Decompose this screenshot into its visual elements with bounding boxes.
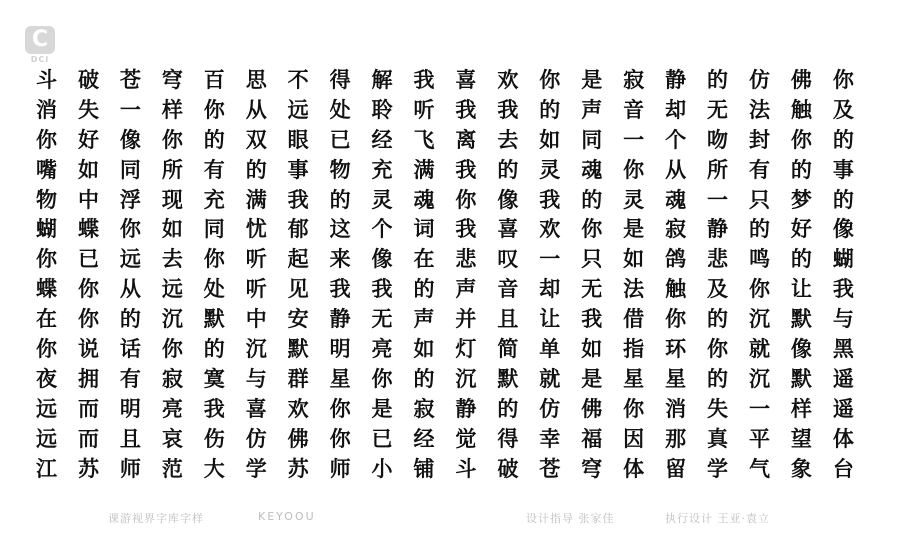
glyph-cell: 梦 [790,187,812,212]
glyph-cell: 遥 [832,396,854,421]
glyph-cell: 欢 [497,68,519,92]
glyph-cell: 浮 [119,187,141,212]
glyph-cell: 环 [665,337,687,362]
glyph-cell: 沉 [748,307,770,332]
glyph-cell: 我 [287,187,309,212]
glyph-cell: 台 [832,456,854,481]
glyph-cell: 遥 [832,366,854,391]
glyph-cell: 你 [581,217,603,242]
glyph-cell: 见 [287,277,309,302]
glyph-cell: 指 [623,337,645,362]
glyph-cell: 所 [707,157,728,182]
glyph-cell: 样 [161,97,183,122]
glyph-cell: 去 [497,127,519,152]
glyph-cell: 而 [77,396,99,421]
glyph-cell: 起 [287,247,309,272]
glyph-cell: 触 [790,97,812,122]
glyph-cell: 星 [623,366,645,391]
glyph-cell: 哀 [161,426,183,451]
glyph-cell: 亮 [161,396,183,421]
glyph-cell: 如 [581,337,603,362]
footer-design-guide: 设计指导 张家佳 [526,512,615,525]
glyph-cell: 静 [329,307,351,332]
glyph-cell: 默 [790,307,812,332]
glyph-cell: 与 [832,307,854,332]
glyph-cell: 拥 [77,366,99,391]
glyph-cell: 并 [455,307,477,332]
glyph-cell: 的 [245,157,267,182]
glyph-cell: 满 [245,187,267,212]
glyph-cell: 声 [455,277,477,302]
glyph-cell: 远 [36,396,57,421]
glyph-cell: 无 [581,277,603,302]
glyph-cell: 魂 [413,187,435,212]
glyph-cell: 佛 [287,426,309,451]
glyph-cell: 你 [77,307,99,332]
glyph-cell: 学 [245,456,267,481]
glyph-cell: 简 [497,337,519,362]
glyph-cell: 望 [790,426,812,451]
glyph-cell: 明 [329,337,351,362]
glyph-cell: 师 [329,456,351,481]
glyph-cell: 处 [329,97,351,122]
glyph-cell: 穹 [581,456,603,481]
glyph-cell: 词 [413,217,435,242]
glyph-cell: 你 [203,97,225,122]
glyph-cell: 同 [203,217,225,242]
glyph-cell: 你 [36,337,57,362]
glyph-cell: 你 [665,307,687,332]
glyph-cell: 百 [203,68,225,92]
glyph-cell: 如 [539,127,561,152]
glyph-cell: 话 [119,337,141,362]
glyph-cell: 及 [707,277,728,302]
glyph-cell: 无 [371,307,393,332]
glyph-cell: 蝴 [36,217,57,242]
glyph-cell: 眼 [287,127,309,152]
glyph-cell: 来 [329,247,351,272]
glyph-cell: 法 [748,97,770,122]
glyph-cell: 喜 [455,68,477,92]
glyph-cell: 的 [497,157,519,182]
glyph-cell: 样 [790,396,812,421]
footer-font-sample-label: 课游视界字库字样 [108,512,204,525]
glyph-cell: 消 [665,396,687,421]
glyph-cell: 无 [707,97,728,122]
glyph-cell: 沉 [748,366,770,391]
glyph-cell: 一 [748,396,770,421]
glyph-cell: 灵 [539,157,561,182]
glyph-cell: 得 [329,68,351,92]
glyph-cell: 远 [119,247,141,272]
glyph-cell: 处 [203,277,225,302]
glyph-cell: 蝶 [77,217,99,242]
glyph-cell: 有 [748,157,770,182]
glyph-cell: 这 [329,217,351,242]
glyph-cell: 静 [665,68,687,92]
glyph-cell: 单 [539,337,561,362]
glyph-cell: 声 [581,97,603,122]
glyph-cell: 你 [329,396,351,421]
glyph-cell: 鸽 [665,247,687,272]
glyph-cell: 的 [497,396,519,421]
glyph-cell: 穹 [161,68,183,92]
glyph-cell: 喜 [245,396,267,421]
glyph-cell: 的 [203,337,225,362]
glyph-cell: 是 [581,68,603,92]
glyph-cell: 沉 [161,307,183,332]
glyph-cell: 我 [455,97,477,122]
glyph-cell: 像 [371,247,393,272]
glyph-cell: 远 [287,97,309,122]
glyph-cell: 亮 [371,337,393,362]
glyph-cell: 铺 [413,456,435,481]
glyph-cell: 群 [287,366,309,391]
glyph-cell: 因 [623,426,645,451]
glyph-cell: 灵 [623,187,645,212]
glyph-cell: 同 [581,127,603,152]
glyph-cell: 黑 [832,337,854,362]
glyph-cell: 是 [371,396,393,421]
glyph-cell: 个 [371,217,393,242]
glyph-cell: 福 [581,426,603,451]
glyph-cell: 我 [497,97,519,122]
glyph-cell: 蝴 [832,247,854,272]
glyph-cell: 及 [832,97,854,122]
glyph-cell: 平 [748,426,770,451]
glyph-cell: 物 [36,187,57,212]
character-grid [36,66,875,484]
glyph-cell: 嘴 [36,157,57,182]
footer-brand: KEYOOU [258,510,316,523]
glyph-cell: 安 [287,307,309,332]
glyph-cell: 苍 [119,68,141,92]
glyph-cell: 听 [245,247,267,272]
glyph-cell: 灵 [371,187,393,212]
glyph-cell: 触 [665,277,687,302]
glyph-cell: 破 [497,456,519,481]
glyph-cell: 吻 [707,127,728,152]
glyph-cell: 学 [707,456,728,481]
glyph-cell: 你 [36,247,57,272]
glyph-cell: 夜 [36,366,57,391]
glyph-cell: 星 [665,366,687,391]
glyph-cell: 的 [707,307,728,332]
glyph-cell: 静 [707,217,728,242]
glyph-cell: 经 [413,426,435,451]
glyph-cell: 佛 [790,68,812,92]
glyph-cell: 仿 [539,396,561,421]
glyph-cell: 的 [790,157,812,182]
glyph-cell: 像 [119,127,141,152]
glyph-cell: 同 [119,157,141,182]
glyph-cell: 只 [748,187,770,212]
glyph-cell: 我 [832,277,854,302]
glyph-cell: 双 [245,127,267,152]
glyph-cell: 远 [36,426,57,451]
glyph-cell: 欢 [287,396,309,421]
glyph-cell: 苏 [287,456,309,481]
glyph-cell: 个 [665,127,687,152]
glyph-cell: 你 [455,187,477,212]
glyph-cell: 仿 [748,68,770,92]
glyph-cell: 一 [119,97,141,122]
glyph-cell: 鸣 [748,247,770,272]
glyph-cell: 离 [455,127,477,152]
glyph-cell: 且 [497,307,519,332]
glyph-cell: 一 [539,247,561,272]
glyph-cell: 却 [665,97,687,122]
glyph-cell: 斗 [455,456,477,481]
logo-mark: C [25,26,55,54]
glyph-cell: 是 [623,217,645,242]
glyph-cell: 中 [245,307,267,332]
glyph-cell: 你 [790,127,812,152]
glyph-cell: 喜 [497,217,519,242]
glyph-cell: 你 [623,157,645,182]
glyph-cell: 我 [539,187,561,212]
glyph-cell: 你 [203,247,225,272]
glyph-cell: 的 [707,366,728,391]
glyph-cell: 解 [371,68,393,92]
glyph-cell: 就 [748,337,770,362]
glyph-cell: 默 [497,366,519,391]
glyph-cell: 寂 [161,366,183,391]
glyph-cell: 在 [413,247,435,272]
glyph-cell: 静 [455,396,477,421]
glyph-cell: 的 [119,307,141,332]
glyph-cell: 真 [707,426,728,451]
glyph-cell: 就 [539,366,561,391]
glyph-cell: 的 [581,187,603,212]
glyph-cell: 欢 [539,217,561,242]
glyph-cell: 与 [245,366,267,391]
glyph-cell: 你 [119,217,141,242]
footer-executive-design: 执行设计 王亚·袁立 [665,512,770,525]
glyph-cell: 你 [832,68,854,92]
glyph-cell: 不 [287,68,309,92]
glyph-cell: 默 [203,307,225,332]
glyph-cell: 的 [413,277,435,302]
glyph-cell: 在 [36,307,57,332]
glyph-cell: 的 [539,97,561,122]
glyph-cell: 好 [790,217,812,242]
glyph-cell: 如 [623,247,645,272]
glyph-cell: 如 [413,337,435,362]
glyph-cell: 你 [161,127,183,152]
glyph-cell: 气 [748,456,770,481]
glyph-cell: 你 [161,337,183,362]
glyph-cell: 如 [161,217,183,242]
glyph-cell: 已 [77,247,99,272]
glyph-cell: 体 [623,456,645,481]
glyph-cell: 听 [245,277,267,302]
glyph-cell: 我 [581,307,603,332]
glyph-cell: 的 [329,187,351,212]
glyph-cell: 寂 [623,68,645,92]
glyph-cell: 斗 [36,68,57,92]
glyph-cell: 只 [581,247,603,272]
glyph-cell: 象 [790,456,812,481]
glyph-cell: 你 [707,337,728,362]
glyph-cell: 明 [119,396,141,421]
glyph-cell: 破 [77,68,99,92]
glyph-cell: 体 [832,426,854,451]
glyph-cell: 消 [36,97,57,122]
glyph-cell: 沉 [455,366,477,391]
glyph-cell: 大 [203,456,225,481]
glyph-cell: 一 [707,187,728,212]
glyph-cell: 经 [371,127,393,152]
glyph-cell: 而 [77,426,99,451]
glyph-cell: 佛 [581,396,603,421]
glyph-cell: 郁 [287,217,309,242]
glyph-cell: 我 [413,68,435,92]
glyph-cell: 事 [287,157,309,182]
glyph-cell: 音 [497,277,519,302]
glyph-cell: 有 [203,157,225,182]
glyph-cell: 却 [539,277,561,302]
glyph-cell: 范 [161,456,183,481]
glyph-cell: 物 [329,157,351,182]
glyph-cell: 让 [790,277,812,302]
glyph-cell: 听 [413,97,435,122]
glyph-cell: 充 [371,157,393,182]
glyph-cell: 悲 [707,247,728,272]
glyph-cell: 像 [790,337,812,362]
glyph-cell: 默 [287,337,309,362]
glyph-cell: 如 [77,157,99,182]
glyph-cell: 的 [707,68,728,92]
glyph-cell: 中 [77,187,99,212]
glyph-cell: 满 [413,157,435,182]
glyph-cell: 魂 [665,187,687,212]
glyph-cell: 借 [623,307,645,332]
glyph-cell: 你 [77,277,99,302]
glyph-cell: 寞 [203,366,225,391]
glyph-cell: 你 [329,426,351,451]
glyph-cell: 去 [161,247,183,272]
glyph-cell: 伤 [203,426,225,451]
glyph-cell: 的 [413,366,435,391]
glyph-cell: 聆 [371,97,393,122]
glyph-cell: 的 [203,127,225,152]
glyph-cell: 那 [665,426,687,451]
glyph-cell: 从 [665,157,687,182]
glyph-cell: 现 [161,187,183,212]
glyph-cell: 的 [790,247,812,272]
glyph-cell: 法 [623,277,645,302]
glyph-cell: 充 [203,187,225,212]
glyph-cell: 已 [371,426,393,451]
glyph-cell: 得 [497,426,519,451]
glyph-cell: 一 [623,127,645,152]
glyph-cell: 说 [77,337,99,362]
glyph-cell: 像 [832,217,854,242]
glyph-cell: 魂 [581,157,603,182]
glyph-cell: 悲 [455,247,477,272]
glyph-cell: 已 [329,127,351,152]
glyph-cell: 思 [245,68,267,92]
glyph-cell: 事 [832,157,854,182]
glyph-cell: 远 [161,277,183,302]
glyph-cell: 苍 [539,456,561,481]
glyph-cell: 小 [371,456,393,481]
glyph-cell: 有 [119,366,141,391]
glyph-cell: 你 [623,396,645,421]
glyph-cell: 忧 [245,217,267,242]
glyph-cell: 你 [748,277,770,302]
glyph-cell: 默 [790,366,812,391]
glyph-cell: 是 [581,366,603,391]
glyph-cell: 叹 [497,247,519,272]
logo [25,26,57,66]
glyph-cell: 幸 [539,426,561,451]
glyph-cell: 飞 [413,127,435,152]
logo-text: DCI [30,55,50,64]
glyph-cell: 觉 [455,426,477,451]
glyph-cell: 江 [36,456,57,481]
glyph-cell: 沉 [245,337,267,362]
glyph-cell: 的 [748,217,770,242]
glyph-cell: 你 [539,68,561,92]
glyph-cell: 好 [77,127,99,152]
glyph-cell: 寂 [413,396,435,421]
glyph-cell: 星 [329,366,351,391]
glyph-cell: 你 [36,127,57,152]
glyph-cell: 音 [623,97,645,122]
glyph-cell: 师 [119,456,141,481]
glyph-cell: 苏 [77,456,99,481]
glyph-cell: 我 [329,277,351,302]
glyph-cell: 让 [539,307,561,332]
glyph-cell: 像 [497,187,519,212]
glyph-cell: 从 [119,277,141,302]
glyph-cell: 失 [77,97,99,122]
glyph-cell: 失 [707,396,728,421]
glyph-cell: 且 [119,426,141,451]
glyph-cell: 我 [371,277,393,302]
glyph-cell: 我 [455,157,477,182]
glyph-cell: 从 [245,97,267,122]
glyph-cell: 留 [665,456,687,481]
glyph-cell: 寂 [665,217,687,242]
glyph-cell: 的 [832,187,854,212]
glyph-cell: 封 [748,127,770,152]
glyph-cell: 蝶 [36,277,57,302]
glyph-cell: 声 [413,307,435,332]
glyph-cell: 所 [161,157,183,182]
glyph-cell: 的 [832,127,854,152]
glyph-cell: 灯 [455,337,477,362]
glyph-cell: 仿 [245,426,267,451]
glyph-cell: 我 [455,217,477,242]
glyph-cell: 你 [371,366,393,391]
glyph-cell: 我 [203,396,225,421]
